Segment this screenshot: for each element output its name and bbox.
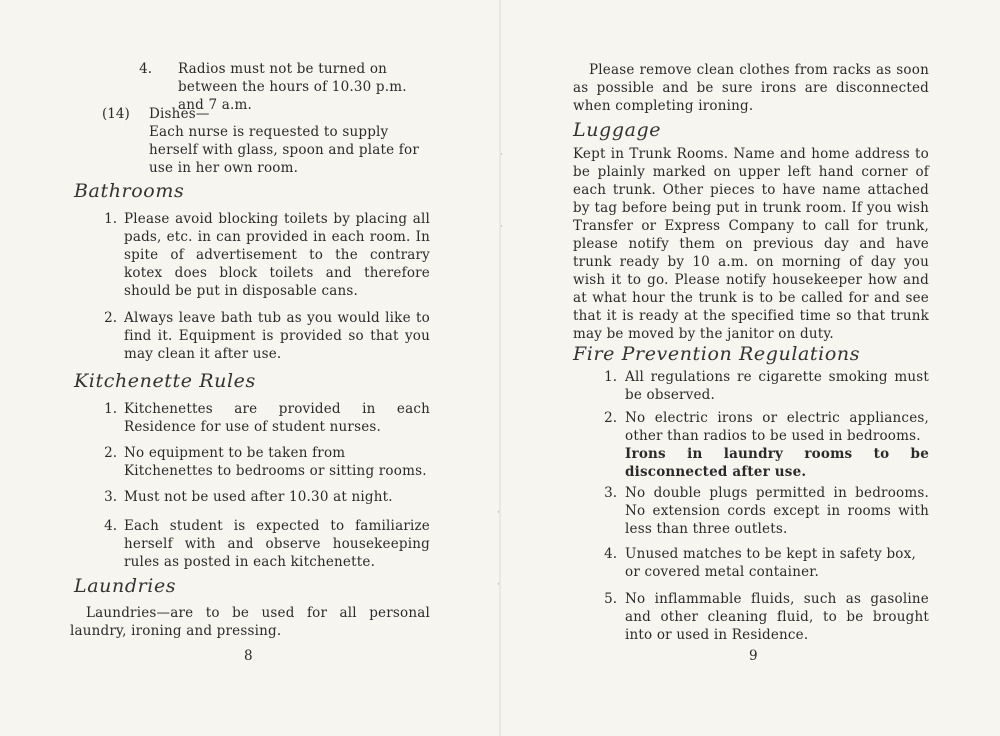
fire-item: Unused matches to be kept in safety box, or covered metal container. bbox=[625, 546, 916, 580]
luggage-text: Kept in Trunk Rooms. Name and home address to be plainly marked on upper left hand corner of each trunk. Other pieces to have name attached by tag before being put in trunk room. If you wish Transfer or Express Company to call for trunk, please notify them on previous day and have trunk ready by 10 a.m. on morning of day you wish it to go. Please notify housekeeper how and at what hour the trunk is to be called for and see that it is ready at the specified time so that trunk may be moved by the janitor on duty. bbox=[573, 146, 929, 342]
kitchenette-item: Each student is expected to familiarize herself with and observe housekeeping rules as posted in each kitchenette. bbox=[124, 518, 430, 570]
list-number: 2. bbox=[104, 310, 117, 326]
page-number: 8 bbox=[244, 648, 253, 664]
dishes-text: Each nurse is requested to supply herself with glass, spoon and plate for use in her own room. bbox=[149, 124, 419, 176]
list-number: 1. bbox=[104, 401, 117, 417]
page-number: 9 bbox=[749, 648, 758, 664]
luggage-heading: Luggage bbox=[573, 119, 662, 141]
bathrooms-item: Always leave bath tub as you would like to find it. Equipment is provided so that you may clean it after use. bbox=[124, 310, 430, 362]
dishes-title: Dishes— bbox=[149, 106, 210, 122]
fire-item: No electric irons or electric appliances, other than radios to be used in bedrooms. bbox=[625, 410, 929, 444]
right-page bbox=[500, 0, 1000, 736]
scan-mark: · bbox=[500, 150, 503, 160]
list-number: 2. bbox=[604, 410, 617, 426]
list-number: 3. bbox=[104, 489, 117, 505]
bathrooms-item: Please avoid blocking toilets by placing all pads, etc. in can provided in each room. In spite of advertisement to the contrary kotex does block toilets and therefore should be put in disposable cans. bbox=[124, 211, 430, 299]
kitchenette-item: No equipment to be taken from Kitchenettes to bedrooms or sitting rooms. bbox=[124, 445, 427, 479]
list-number: 2. bbox=[104, 445, 117, 461]
intro-text: Please remove clean clothes from racks as soon as possible and be sure irons are disconnected when completing ironing. bbox=[573, 62, 929, 114]
list-number: 5. bbox=[604, 591, 617, 607]
list-number: 3. bbox=[604, 485, 617, 501]
kitchenette-item: Must not be used after 10.30 at night. bbox=[124, 489, 393, 505]
list-number: 4. bbox=[604, 546, 617, 562]
fire-item: No inflammable fluids, such as gasoline and other cleaning fluid, to be brought into or used in Residence. bbox=[625, 591, 929, 643]
list-number: 4. bbox=[139, 61, 152, 77]
scan-mark: · bbox=[500, 222, 503, 232]
scan-mark: · bbox=[497, 508, 500, 518]
fire-heading: Fire Prevention Regulations bbox=[573, 343, 861, 365]
laundries-text: Laundries—are to be used for all personal laundry, ironing and pressing. bbox=[70, 605, 430, 639]
list-number: 1. bbox=[604, 369, 617, 385]
fire-item: No double plugs permitted in bedrooms. No extension cords except in rooms with less than three outlets. bbox=[625, 485, 929, 537]
laundries-heading: Laundries bbox=[74, 575, 177, 597]
fire-item: All regulations re cigarette smoking must be observed. bbox=[625, 369, 929, 403]
bathrooms-heading: Bathrooms bbox=[74, 180, 185, 202]
list-number: 4. bbox=[104, 518, 117, 534]
section-number: (14) bbox=[102, 106, 130, 122]
scan-mark: · bbox=[497, 580, 500, 590]
kitchenette-item: Kitchenettes are provided in each Residence for use of student nurses. bbox=[124, 401, 430, 435]
list-number: 1. bbox=[104, 211, 117, 227]
kitchenette-heading: Kitchenette Rules bbox=[74, 370, 256, 392]
fire-item-bold: Irons in laundry rooms to be disconnected after use. bbox=[625, 446, 929, 480]
list-item-text: Radios must not be turned on between the hours of 10.30 p.m. and 7 a.m. bbox=[178, 61, 407, 113]
